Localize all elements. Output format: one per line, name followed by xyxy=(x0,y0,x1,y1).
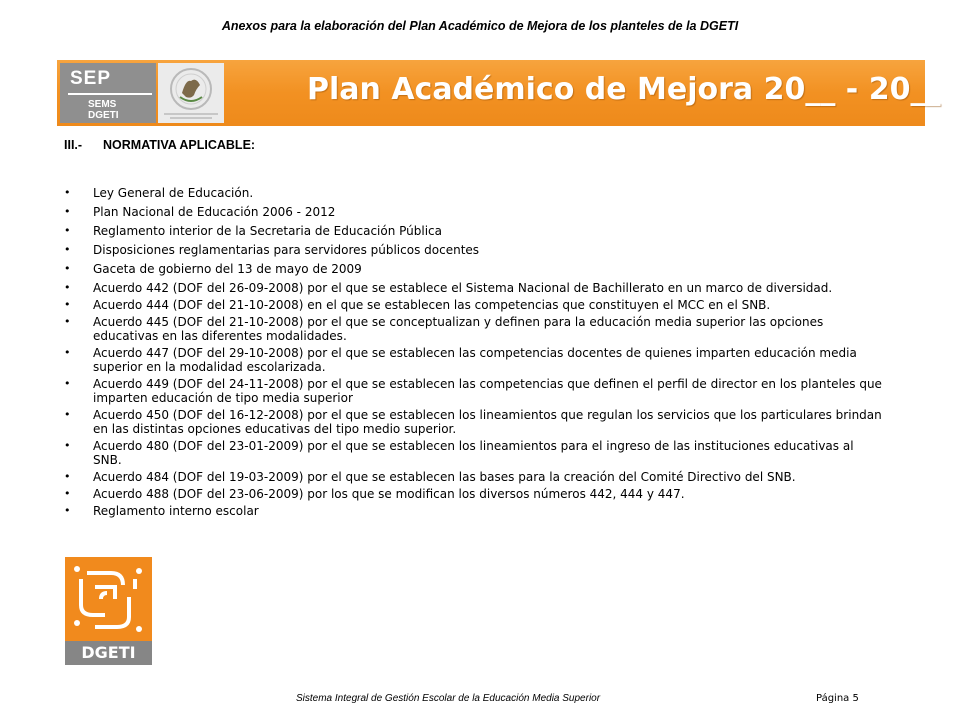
list-item-text: Acuerdo 488 (DOF del 23-06-2009) por los que se modifican los diversos números 442, 444 y 447. xyxy=(93,487,685,501)
list-item-text: Acuerdo 450 (DOF del 16-12-2008) por el que se establecen los lineamientos que regulan los servicios que los particulares brindan en las distintas opciones educativas del tipo medio superior. xyxy=(93,408,882,436)
bullet-icon: • xyxy=(64,377,71,390)
list-item xyxy=(64,470,882,484)
section-title: NORMATIVA APLICABLE: xyxy=(103,138,256,152)
page-header: Anexos para la elaboración del Plan Académico de Mejora de los planteles de la DGETI xyxy=(221,19,739,33)
sep-divider xyxy=(68,93,152,95)
list-item xyxy=(64,224,882,238)
page-number: Página 5 xyxy=(816,693,859,704)
bullet-icon: • xyxy=(64,186,71,199)
dgeti-logo-label: DGETI xyxy=(65,641,152,665)
sep-logo-block xyxy=(60,63,156,123)
bullet-icon: • xyxy=(64,224,71,237)
list-item-text: Plan Nacional de Educación 2006 - 2012 xyxy=(93,205,336,219)
list-item-text: Acuerdo 480 (DOF del 23-01-2009) por el que se establecen los lineamientos para el ingreso de las instituciones educativas al SNB. xyxy=(93,439,854,467)
list-item-text: Gaceta de gobierno del 13 de mayo de 2009 xyxy=(93,262,362,276)
list-item xyxy=(64,262,882,276)
list-item-text: Reglamento interno escolar xyxy=(93,504,259,518)
bullet-icon: • xyxy=(64,243,71,256)
list-item-text: Acuerdo 444 (DOF del 21-10-2008) en el que se establecen las competencias que constituyen el MCC en el SNB. xyxy=(93,298,771,312)
bullet-icon: • xyxy=(64,315,71,328)
dgeti-emblem-icon xyxy=(65,557,152,641)
list-item-text: Acuerdo 442 (DOF del 26-09-2008) por el que se establece el Sistema Nacional de Bachillerato en un marco de diversidad. xyxy=(93,281,833,295)
title-banner xyxy=(57,60,941,126)
list-item xyxy=(64,281,882,295)
list-item xyxy=(64,487,882,501)
bullet-icon: • xyxy=(64,439,71,452)
list-item xyxy=(64,504,882,518)
list-item xyxy=(64,439,882,467)
bullet-icon: • xyxy=(64,205,71,218)
bullet-icon: • xyxy=(64,487,71,500)
sems-label: SEMS xyxy=(88,99,117,110)
list-item xyxy=(64,315,882,343)
banner-title: Plan Académico de Mejora 20__ - 20__ xyxy=(307,72,941,107)
list-item-text: Reglamento interior de la Secretaria de Educación Pública xyxy=(93,224,443,238)
section-number: III.- xyxy=(64,138,83,152)
section-heading xyxy=(64,138,255,152)
mexico-seal-block xyxy=(158,63,224,123)
bullet-icon: • xyxy=(64,298,71,311)
sep-logo-text: SEP xyxy=(70,68,112,89)
list-item xyxy=(64,408,882,436)
bullet-icon: • xyxy=(64,346,71,359)
footer-text: Sistema Integral de Gestión Escolar de la Educación Media Superior xyxy=(296,693,601,704)
list-item-text: Acuerdo 447 (DOF del 29-10-2008) por el que se establecen las competencias docentes de quienes imparten educación media superior en la modalidad escolarizada. xyxy=(93,346,857,374)
bullet-icon: • xyxy=(64,470,71,483)
list-item xyxy=(64,186,882,200)
eagle-seal-icon xyxy=(158,63,224,123)
list-item xyxy=(64,243,882,257)
bullet-icon: • xyxy=(64,504,71,517)
list-item-text: Acuerdo 445 (DOF del 21-10-2008) por el que se conceptualizan y definen para la educación media superior las opciones educativas en las diferentes modalidades. xyxy=(93,315,824,343)
list-item xyxy=(64,298,882,312)
dgeti-label: DGETI xyxy=(88,110,119,121)
list-item-text: Acuerdo 449 (DOF del 24-11-2008) por el que se establecen las competencias que definen el perfil de director en los planteles que imparten educación de tipo media superior xyxy=(93,377,882,405)
bullet-icon: • xyxy=(64,281,71,294)
list-item-text: Acuerdo 484 (DOF del 19-03-2009) por el que se establecen las bases para la creación del Comité Directivo del SNB. xyxy=(93,470,796,484)
dgeti-logo xyxy=(65,557,152,665)
bullet-icon: • xyxy=(64,262,71,275)
bullet-icon: • xyxy=(64,408,71,421)
regulations-list xyxy=(64,186,882,521)
list-item xyxy=(64,377,882,405)
list-item-text: Ley General de Educación. xyxy=(93,186,254,200)
list-item xyxy=(64,205,882,219)
list-item-text: Disposiciones reglamentarias para servidores públicos docentes xyxy=(93,243,480,257)
list-item xyxy=(64,346,882,374)
